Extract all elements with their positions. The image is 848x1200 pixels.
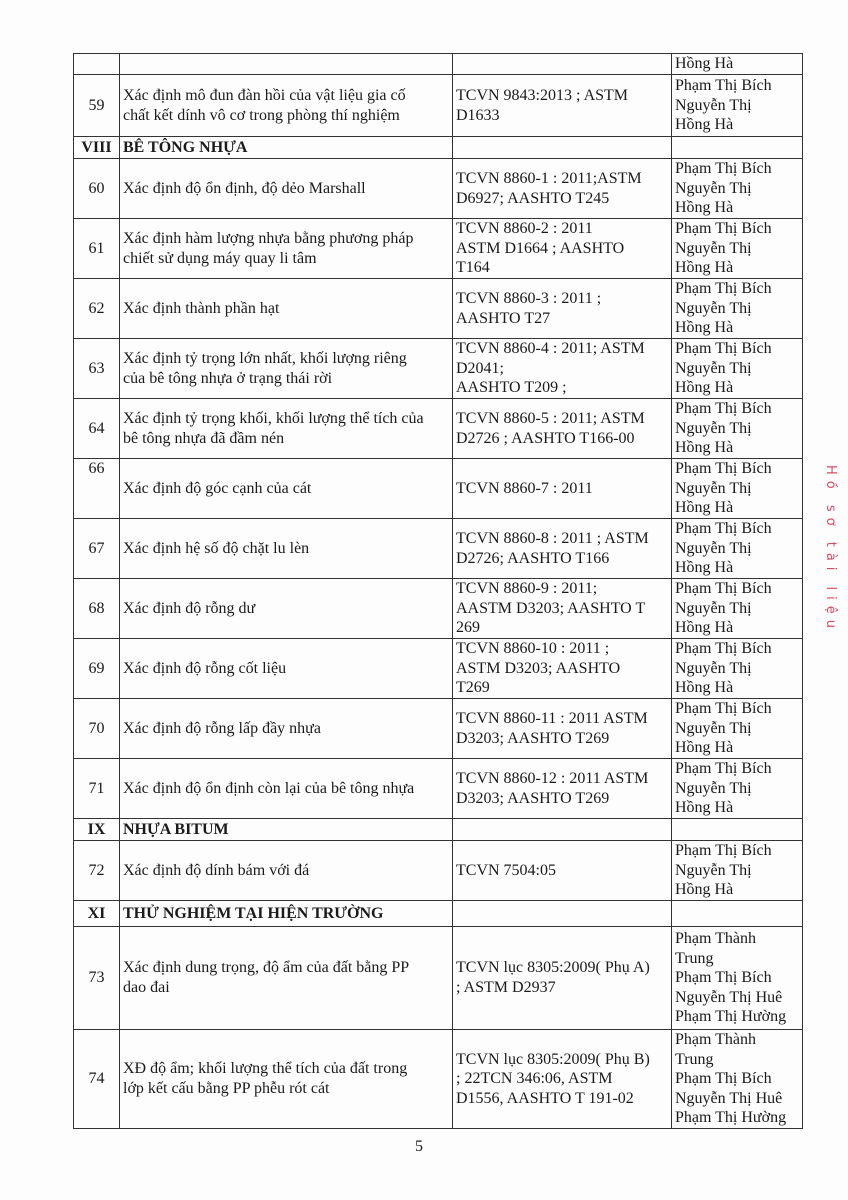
standard-line: ; ASTM D2937 bbox=[456, 979, 556, 996]
staff-name: Nguyễn Thị bbox=[675, 479, 752, 497]
test-name-line: Xác định hàm lượng nhựa bằng phương pháp bbox=[123, 229, 414, 247]
test-name bbox=[120, 339, 453, 399]
test-name-line: Xác định độ ổn định còn lại của bê tông nhựa bbox=[123, 779, 415, 797]
table-row bbox=[74, 699, 803, 759]
standard-line: TCVN 8860-4 : 2011; ASTM bbox=[456, 340, 645, 358]
standard-line: TCVN 8860-11 : 2011 ASTM bbox=[456, 709, 648, 727]
empty-cell bbox=[453, 901, 672, 927]
standard-line: ASTM D3203; AASHTO bbox=[456, 659, 621, 677]
empty-cell bbox=[672, 819, 803, 841]
staff-name: Phạm Thị Bích bbox=[675, 160, 772, 178]
staff-name: Nguyễn Thị bbox=[675, 359, 752, 377]
staff-cell bbox=[672, 699, 803, 759]
standard-cell bbox=[453, 75, 672, 137]
staff-name: Hồng Hà bbox=[675, 116, 734, 134]
staff-name: Nguyễn Thị bbox=[675, 179, 752, 197]
standard-cell bbox=[453, 759, 672, 819]
test-name-line: chiết sử dụng máy quay li tâm bbox=[123, 249, 317, 267]
standard-line: ; 22TCN 346:06, ASTM bbox=[456, 1070, 613, 1088]
staff-cell bbox=[672, 927, 803, 1030]
staff-name: Hồng Hà bbox=[675, 881, 734, 899]
standard-line: T269 bbox=[456, 679, 490, 697]
staff-name: Nguyễn Thị bbox=[675, 539, 752, 557]
staff-name: Nguyễn Thị bbox=[675, 96, 752, 114]
standard-line: TCVN 8860-8 : 2011 ; ASTM bbox=[456, 529, 649, 547]
standard-line: TCVN 8860-5 : 2011; ASTM bbox=[456, 409, 645, 427]
item-number: 61 bbox=[74, 219, 120, 279]
staff-name: Phạm Thị Hường bbox=[675, 1109, 787, 1127]
staff-name: Nguyễn Thị bbox=[675, 719, 752, 737]
staff-cell bbox=[672, 639, 803, 699]
standard-cell bbox=[453, 399, 672, 459]
section-row bbox=[74, 901, 803, 927]
staff-name: Nguyễn Thị bbox=[675, 599, 752, 617]
item-number: 72 bbox=[74, 841, 120, 901]
staff-name: Phạm Thị Bích bbox=[675, 220, 772, 238]
staff-cell bbox=[672, 841, 803, 901]
table-row bbox=[74, 759, 803, 819]
standard-line: D6927; AASHTO T245 bbox=[456, 189, 610, 207]
staff-name: Phạm Thành bbox=[675, 930, 757, 948]
test-name bbox=[120, 699, 453, 759]
standard-cell bbox=[453, 279, 672, 339]
staff-name: Nguyễn Thị bbox=[675, 659, 752, 677]
test-name-line: Xác định thành phần hạt bbox=[123, 299, 280, 317]
standard-line: TCVN 8860-3 : 2011 ; bbox=[456, 289, 602, 307]
standard-line: TCVN lục 8305:2009( Phụ A) bbox=[456, 959, 650, 977]
standard-line: AASHTO T27 bbox=[456, 309, 551, 327]
standard-line: TCVN 9843:2013 ; ASTM bbox=[456, 86, 629, 104]
table-row bbox=[74, 841, 803, 901]
staff-cell bbox=[672, 75, 803, 137]
staff-name: Phạm Thị Bích bbox=[675, 340, 772, 358]
item-number: 62 bbox=[74, 279, 120, 339]
test-name bbox=[120, 759, 453, 819]
item-number: 71 bbox=[74, 759, 120, 819]
standard-line: D2726; AASHTO T166 bbox=[456, 549, 610, 567]
table-row bbox=[74, 339, 803, 399]
test-name bbox=[120, 1030, 453, 1129]
test-name bbox=[120, 459, 453, 519]
item-number: 73 bbox=[74, 927, 120, 1030]
standard-line: TCVN 8860-10 : 2011 ; bbox=[456, 640, 610, 658]
section-number: XI bbox=[74, 901, 120, 927]
standard-line: D1633 bbox=[456, 106, 500, 124]
staff-name: Trung bbox=[675, 1050, 714, 1068]
staff-name: Nguyễn Thị bbox=[675, 419, 752, 437]
test-name bbox=[120, 639, 453, 699]
staff-name: Hồng Hà bbox=[675, 739, 734, 757]
standard-line: D2041; bbox=[456, 359, 504, 377]
section-number: IX bbox=[74, 819, 120, 841]
staff-name: Nguyễn Thị bbox=[675, 861, 752, 879]
test-name-line: chất kết dính vô cơ trong phòng thí nghiệm bbox=[123, 106, 400, 124]
section-number: VIII bbox=[74, 137, 120, 159]
standard-line: TCVN lục 8305:2009( Phụ B) bbox=[456, 1050, 650, 1068]
item-number: 74 bbox=[74, 1030, 120, 1129]
standard-cell bbox=[453, 519, 672, 579]
standard-line: TCVN 8860-9 : 2011; bbox=[456, 580, 598, 598]
staff-name: Nguyễn Thị bbox=[675, 299, 752, 317]
item-number: 63 bbox=[74, 339, 120, 399]
item-number: 64 bbox=[74, 399, 120, 459]
section-title: NHỰA BITUM bbox=[120, 819, 453, 841]
empty-cell bbox=[672, 137, 803, 159]
item-number bbox=[74, 54, 120, 75]
standard-line: TCVN 8860-1 : 2011;ASTM bbox=[456, 169, 642, 187]
staff-cell bbox=[672, 339, 803, 399]
standard-line: TCVN 8860-7 : 2011 bbox=[456, 479, 593, 497]
staff-name: Phạm Thị Bích bbox=[675, 520, 772, 538]
test-name bbox=[120, 159, 453, 219]
item-number: 59 bbox=[74, 75, 120, 137]
staff-cell bbox=[672, 1030, 803, 1129]
standard-cell bbox=[453, 841, 672, 901]
staff-name: Nguyễn Thị bbox=[675, 779, 752, 797]
standard-cell bbox=[453, 579, 672, 639]
staff-name: Hồng Hà bbox=[675, 319, 734, 337]
table-row bbox=[74, 927, 803, 1030]
section-title: THỬ NGHIỆM TẠI HIỆN TRƯỜNG bbox=[120, 901, 453, 927]
table-row bbox=[74, 75, 803, 137]
staff-name: Nguyễn Thị Huê bbox=[675, 1089, 783, 1107]
test-name-line: của bê tông nhựa ở trạng thái rời bbox=[123, 369, 333, 387]
standard-cell bbox=[453, 699, 672, 759]
test-name-line: bê tông nhựa đã đầm nén bbox=[123, 429, 285, 447]
staff-name: Hồng Hà bbox=[675, 679, 734, 697]
staff-name: Hồng Hà bbox=[675, 199, 734, 217]
table-row bbox=[74, 279, 803, 339]
staff-cell bbox=[672, 219, 803, 279]
staff-name: Phạm Thị Hường bbox=[675, 1008, 787, 1026]
test-name-line: Xác định tỷ trọng khối, khối lượng thể tích của bbox=[123, 409, 424, 427]
staff-name: Hồng Hà bbox=[675, 499, 734, 517]
standard-line: TCVN 8860-2 : 2011 bbox=[456, 220, 593, 238]
staff-name: Hồng Hà bbox=[675, 799, 734, 817]
staff-name: Hồng Hà bbox=[675, 619, 734, 637]
item-number: 60 bbox=[74, 159, 120, 219]
staff-cell bbox=[672, 759, 803, 819]
staff-name: Trung bbox=[675, 949, 714, 967]
test-name bbox=[120, 841, 453, 901]
test-name bbox=[120, 579, 453, 639]
standard-cell bbox=[453, 339, 672, 399]
staff-name: Hồng Hà bbox=[675, 379, 734, 397]
test-name-line: Xác định độ ổn định, độ dẻo Marshall bbox=[123, 179, 366, 197]
test-name bbox=[120, 279, 453, 339]
staff-name: Phạm Thị Bích bbox=[675, 280, 772, 298]
test-name bbox=[120, 54, 453, 75]
table-row bbox=[74, 639, 803, 699]
test-name-line: dao đai bbox=[123, 979, 170, 996]
standard-line: TCVN 7504:05 bbox=[456, 861, 556, 879]
item-number: 68 bbox=[74, 579, 120, 639]
standard-line: D3203; AASHTO T269 bbox=[456, 789, 610, 807]
standard-cell bbox=[453, 1030, 672, 1129]
item-number: 69 bbox=[74, 639, 120, 699]
staff-name: Phạm Thị Bích bbox=[675, 580, 772, 598]
staff-cell bbox=[672, 279, 803, 339]
standard-line: D3203; AASHTO T269 bbox=[456, 729, 610, 747]
standard-cell bbox=[453, 927, 672, 1030]
staff-cell bbox=[672, 159, 803, 219]
standard-line: D2726 ; AASHTO T166-00 bbox=[456, 429, 635, 447]
test-name-line: XĐ độ ẩm; khối lượng thể tích của đất trong bbox=[123, 1060, 408, 1078]
standard-line: T164 bbox=[456, 259, 490, 277]
table-row bbox=[74, 459, 803, 519]
staff-name: Phạm Thị Bích bbox=[675, 969, 772, 987]
test-name-line: Xác định mô đun đàn hồi của vật liệu gia cố bbox=[123, 86, 406, 104]
staff-cell bbox=[672, 459, 803, 519]
test-name-line: Xác định độ rỗng cốt liệu bbox=[123, 659, 287, 677]
test-name-line: lớp kết cấu bằng PP phễu rót cát bbox=[123, 1080, 330, 1097]
staff-name: Phạm Thị Bích bbox=[675, 842, 772, 860]
standard-line: ASTM D1664 ; AASHTO bbox=[456, 239, 625, 257]
standard-cell bbox=[453, 639, 672, 699]
table-row bbox=[74, 519, 803, 579]
item-number: 70 bbox=[74, 699, 120, 759]
test-name-line: Xác định độ dính bám với đá bbox=[123, 861, 310, 879]
staff-name: Hồng Hà bbox=[675, 259, 734, 277]
standard-cell bbox=[453, 219, 672, 279]
section-title: BÊ TÔNG NHỰA bbox=[120, 137, 453, 159]
staff-cell bbox=[672, 54, 803, 75]
section-row bbox=[74, 819, 803, 841]
staff-name: Phạm Thị Bích bbox=[675, 400, 772, 418]
staff-cell bbox=[672, 519, 803, 579]
staff-name: Phạm Thị Bích bbox=[675, 1070, 772, 1088]
standard-line: D1556, AASHTO T 191-02 bbox=[456, 1089, 634, 1107]
standard-cell bbox=[453, 459, 672, 519]
staff-cell bbox=[672, 579, 803, 639]
staff-name: Nguyễn Thị Huê bbox=[675, 988, 783, 1006]
item-number: 67 bbox=[74, 519, 120, 579]
table-row bbox=[74, 1030, 803, 1129]
staff-name: Phạm Thành bbox=[675, 1031, 757, 1049]
standard-line: 269 bbox=[456, 619, 480, 637]
standard-line: AASHTO T209 ; bbox=[456, 379, 567, 397]
test-name bbox=[120, 927, 453, 1030]
test-name-line: Xác định độ góc cạnh của cát bbox=[123, 479, 312, 497]
table-row bbox=[74, 579, 803, 639]
staff-name: Phạm Thị Bích bbox=[675, 460, 772, 478]
staff-name: Phạm Thị Bích bbox=[675, 760, 772, 778]
staff-name: Phạm Thị Bích bbox=[675, 700, 772, 718]
test-name-line: Xác định hệ số độ chặt lu lèn bbox=[123, 539, 310, 557]
section-row bbox=[74, 137, 803, 159]
test-name-line: Xác định độ rỗng lấp đầy nhựa bbox=[123, 719, 321, 737]
table-row bbox=[74, 159, 803, 219]
staff-name: Hồng Hà bbox=[675, 439, 734, 457]
staff-name: Nguyễn Thị bbox=[675, 239, 752, 257]
item-number: 66 bbox=[74, 459, 120, 519]
page-number: 5 bbox=[415, 1138, 423, 1155]
staff-name: Hồng Hà bbox=[675, 55, 734, 73]
standard-cell bbox=[453, 159, 672, 219]
empty-cell bbox=[453, 137, 672, 159]
test-methods-table bbox=[73, 53, 803, 1129]
staff-cell bbox=[672, 399, 803, 459]
standard-line: TCVN 8860-12 : 2011 ASTM bbox=[456, 769, 649, 787]
test-name bbox=[120, 219, 453, 279]
empty-cell bbox=[453, 819, 672, 841]
standard-line: AASTM D3203; AASHTO T bbox=[456, 599, 646, 617]
staff-name: Phạm Thị Bích bbox=[675, 640, 772, 658]
red-stamp-mark: Hồ sơ tài liệu bbox=[823, 465, 838, 634]
staff-name: Phạm Thị Bích bbox=[675, 77, 772, 95]
standard-cell bbox=[453, 54, 672, 75]
test-name-line: Xác định dung trọng, độ ẩm của đất bằng PP bbox=[123, 959, 410, 977]
empty-cell bbox=[672, 901, 803, 927]
test-name-line: Xác định độ rỗng dư bbox=[123, 599, 256, 617]
table-row bbox=[74, 399, 803, 459]
table-row bbox=[74, 54, 803, 75]
table-row bbox=[74, 219, 803, 279]
test-name bbox=[120, 399, 453, 459]
test-name bbox=[120, 519, 453, 579]
test-name-line: Xác định tỷ trọng lớn nhất, khối lượng riêng bbox=[123, 349, 407, 367]
staff-name: Hồng Hà bbox=[675, 559, 734, 577]
test-name bbox=[120, 75, 453, 137]
